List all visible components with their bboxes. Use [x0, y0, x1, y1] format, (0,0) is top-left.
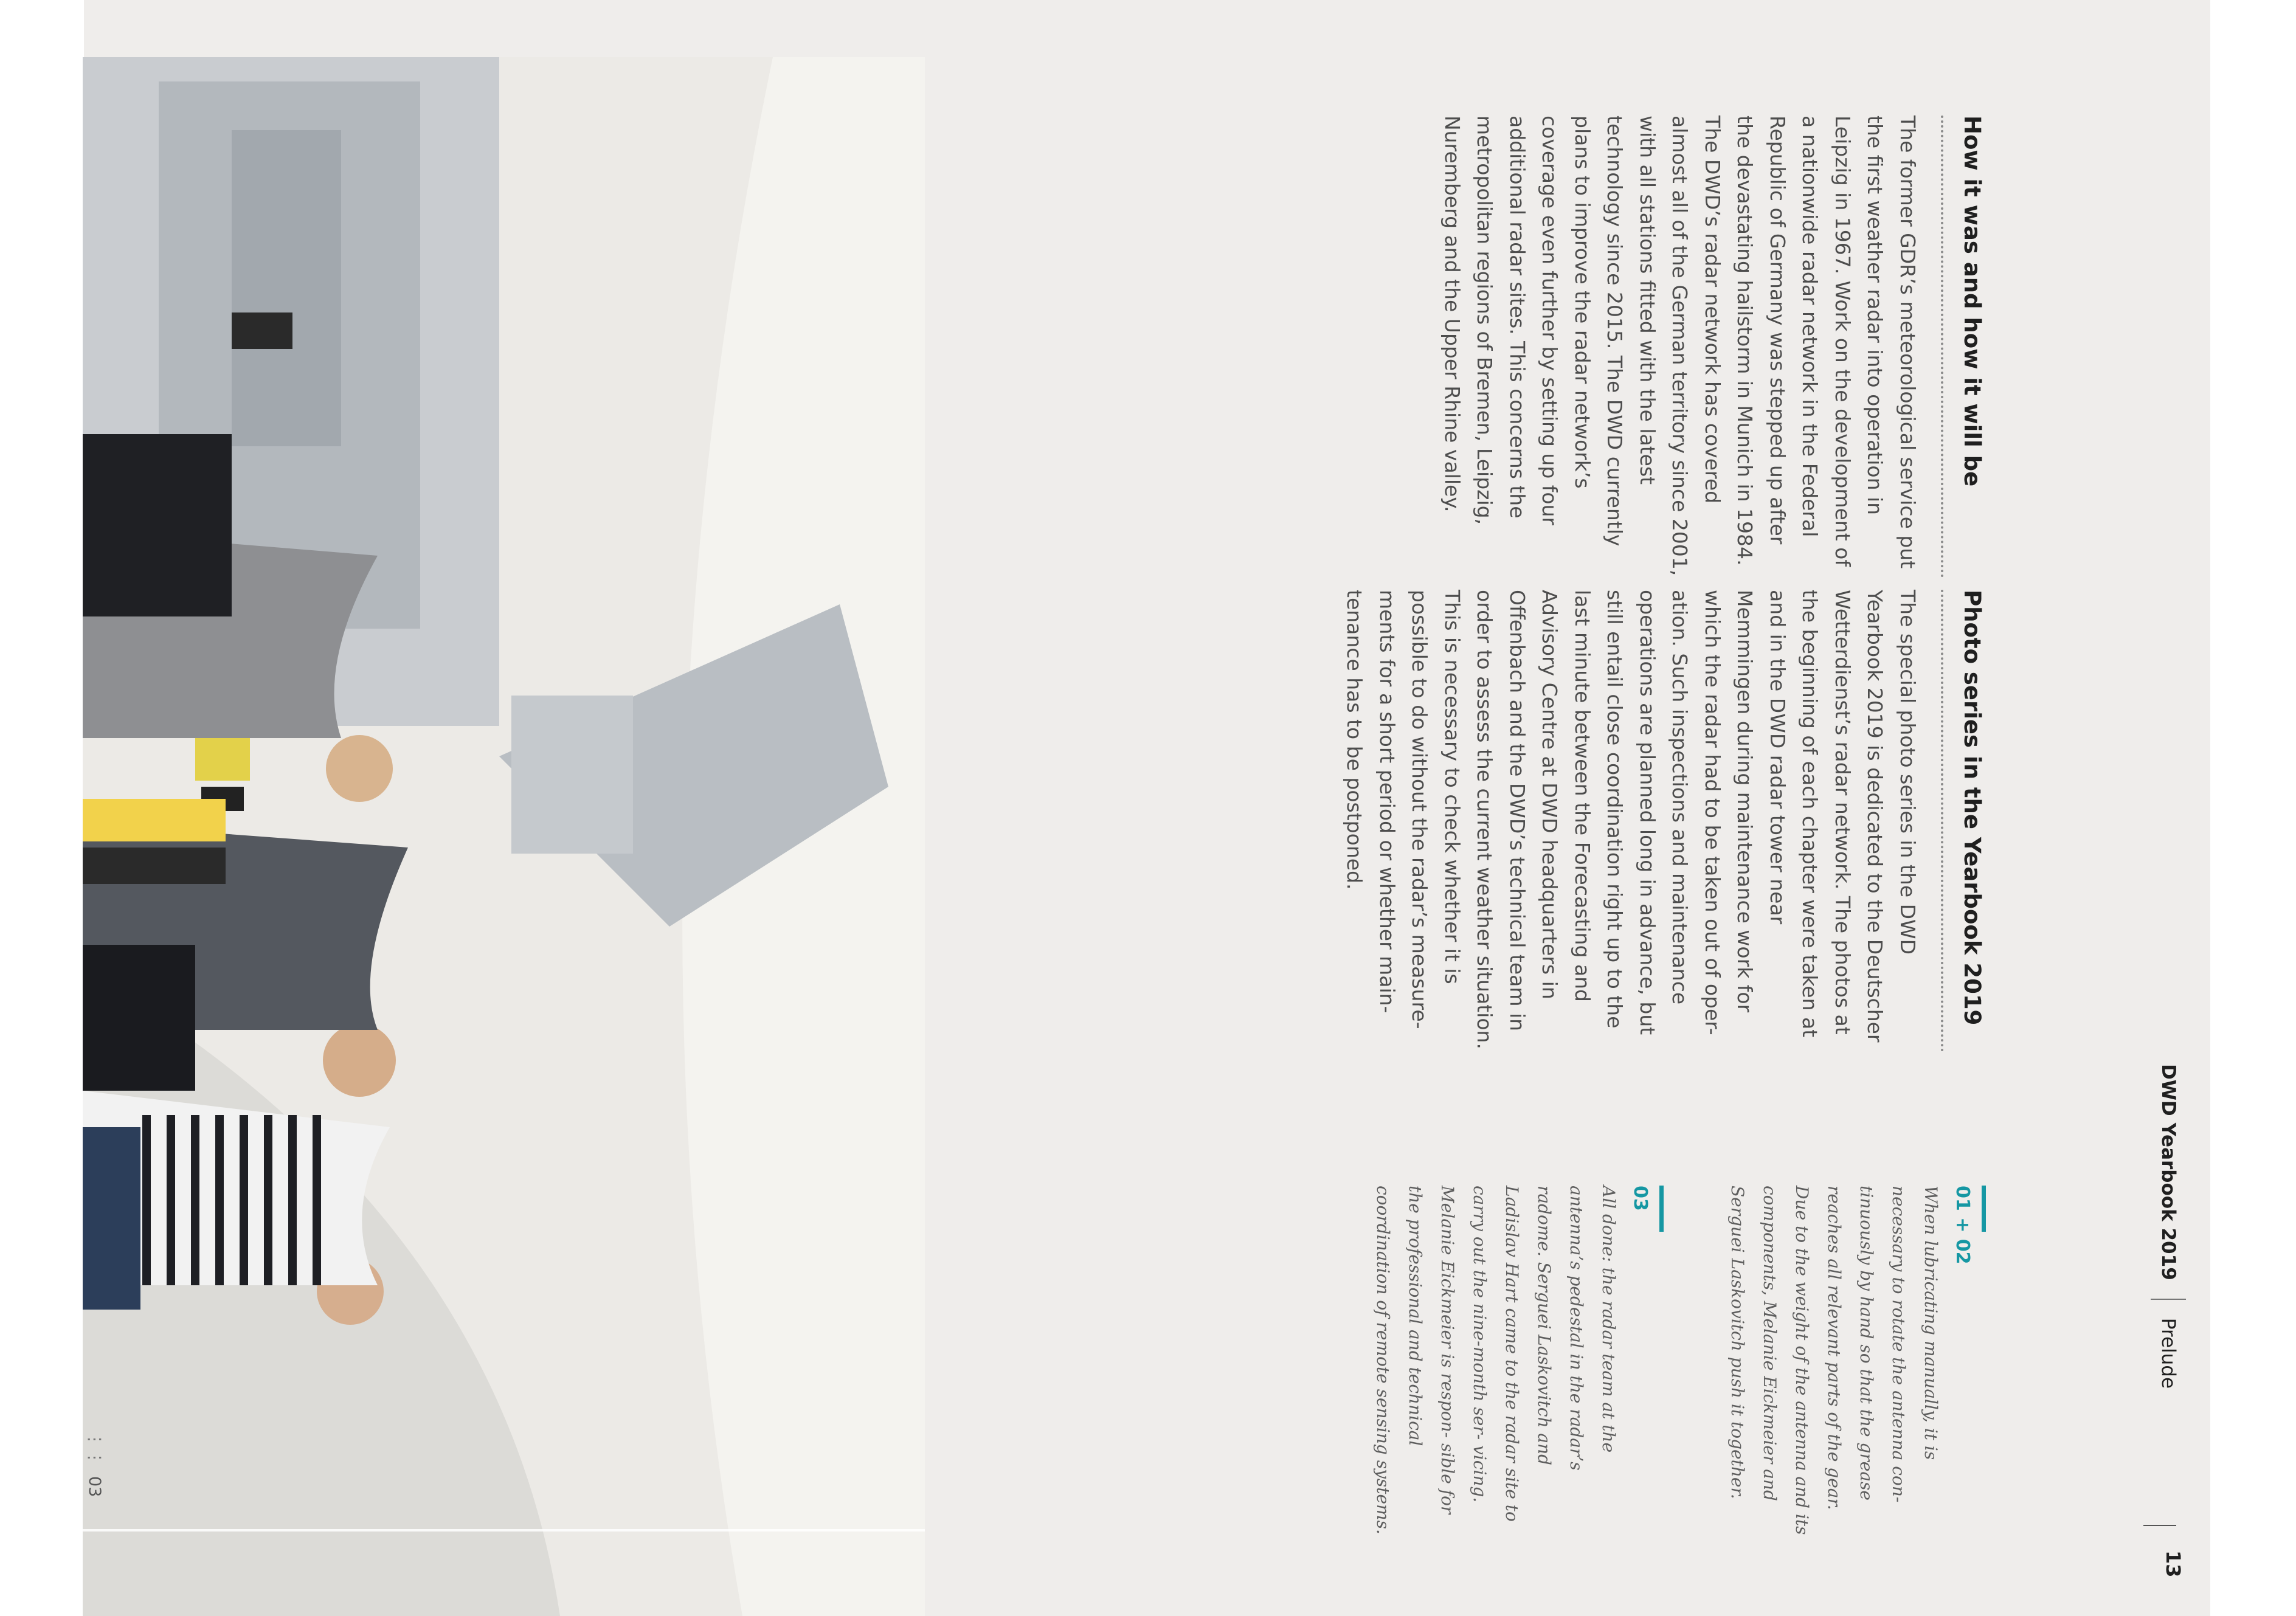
caption-text: When lubricating manually, it is necessary to rotate the antenna con- tinuously by hand so that the grease reaches all relevant parts of the gear. Due to the weight of the antenna and its components, Melanie Eickmeier and Serguei Laskovitch push it together.	[1727, 1186, 1941, 1535]
running-head-divider	[2151, 1299, 2186, 1300]
article-heading: Photo series in the Yearbook 2019	[1959, 590, 1985, 1026]
article-how-it-was	[1436, 116, 1988, 578]
page-number: 13	[2162, 1550, 2185, 1578]
photo-illustration	[83, 57, 925, 1616]
photo-number-label: 03	[85, 1476, 104, 1497]
article-heading: How it was and how it will be	[1959, 116, 1985, 487]
photo-divider-line	[83, 1529, 925, 1531]
running-head-section: Prelude	[2157, 1317, 2179, 1389]
caption-label: 01 + 02	[1952, 1186, 1973, 1265]
caption-label: 03	[1630, 1186, 1651, 1211]
dotted-rule	[1941, 590, 1943, 1052]
article-body: The special photo series in the DWD Yearbook 2019 is dedicated to the Deutscher Wetterdienst’s radar network. The photos at the beginning of each chapter were taken at and in the DWD radar tower near Memmingen during maintenance work for which the radar had to be taken out of oper- ation. Such inspections and maintenance operations are planned long in advance, but still entail close coordination right up to the last minute between the Forecasting and Advisory Centre at DWD headquarters in Offenbach and the DWD’s technical team in order to assess the current weather situation. This is necessary to check whether it is possible to do without the radar’s measure- ments for a short period or whether main- tenance has to be postponed.	[1343, 590, 1920, 1049]
running-head	[2150, 1064, 2187, 1389]
photo-number-dots: ⋮⋮	[85, 1431, 104, 1468]
photo-number	[85, 1431, 104, 1497]
article-body: The former GDR’s meteorological service put the first weather radar into operation in Leipzig in 1967. Work on the development of a nationwide radar network in the Federal Republic of Germany was stepped up after the devastating hailstorm in Munich in 1984. The DWD’s radar network has covered almost all of the German territory since 2001, with all stations fitted with the latest technology since 2015. The DWD currently plans to improve the radar network’s coverage even further by setting up four additional radar sites. This concerns the metropolitan regions of Bremen, Leipzig, Nuremberg and the Upper Rhine valley.	[1440, 116, 1920, 576]
radar-team-photo	[83, 57, 925, 1616]
caption-03	[1367, 1186, 1664, 1538]
caption-text: All done: the radar team at the antenna’s pedestal in the radar’s radome. Serguei Laskovitch and Ladislav Hart came to the radar site to carry out the nine-month ser- vicing. Melanie Eickmeier is respon- sible for the professional and technical coordination of remote sensing systems.	[1373, 1186, 1619, 1535]
page-number-rule	[2143, 1525, 2176, 1526]
caption-01-02	[1721, 1186, 1986, 1538]
article-photo-series	[1338, 590, 1987, 1052]
running-head-title: DWD Yearbook 2019	[2157, 1064, 2179, 1280]
caption-accent-bar	[1659, 1186, 1664, 1232]
dotted-rule	[1941, 116, 1943, 578]
caption-accent-bar	[1982, 1186, 1986, 1232]
